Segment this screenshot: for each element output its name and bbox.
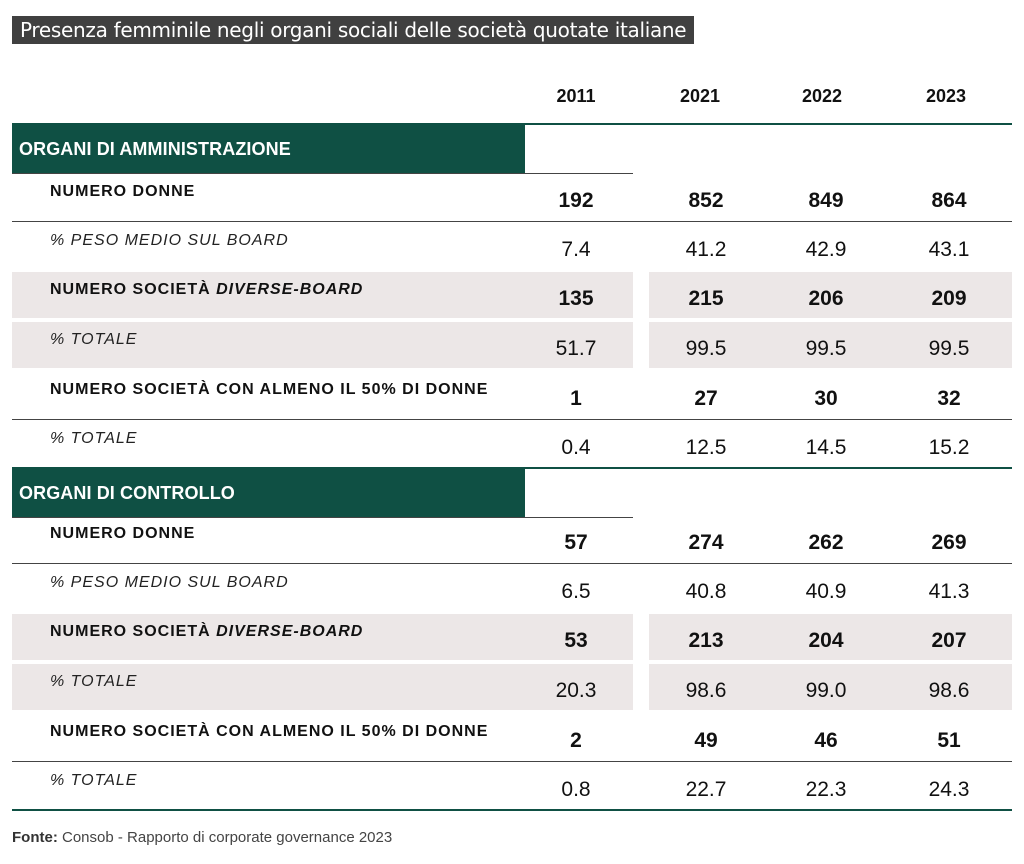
table-row <box>12 222 1012 270</box>
cell-value: 0.8 <box>561 778 591 801</box>
source-note <box>12 829 392 846</box>
cell-value: 32 <box>937 387 961 410</box>
row-label: % TOTALE <box>50 673 138 690</box>
table-bottom-border <box>12 809 1012 811</box>
cell-value: 99.5 <box>685 337 727 360</box>
row-label-emphasis: DIVERSE-BOARD <box>216 623 364 640</box>
cell-value: 213 <box>688 629 724 652</box>
row-label: % PESO MEDIO SUL BOARD <box>50 574 289 591</box>
cell-value: 51 <box>937 729 961 752</box>
cell-value: 14.5 <box>805 436 847 459</box>
section-organi-amministrazione <box>12 123 1012 159</box>
cell-value: 1 <box>570 387 582 410</box>
section-title: ORGANI DI AMMINISTRAZIONE <box>12 125 525 173</box>
table-row <box>12 271 1012 319</box>
cell-value: 27 <box>694 387 718 410</box>
cell-value: 41.3 <box>928 580 970 603</box>
row-label: NUMERO SOCIETÀ CON ALMENO IL 50% DI DONNE <box>50 381 489 398</box>
cell-value: 99.5 <box>805 337 847 360</box>
year-header-2023: 2023 <box>925 86 967 106</box>
cell-value: 53 <box>564 629 588 652</box>
cell-value: 22.3 <box>805 778 847 801</box>
source-label: Fonte: <box>12 829 58 846</box>
cell-value: 98.6 <box>928 679 970 702</box>
table-row <box>12 613 1012 661</box>
cell-value: 20.3 <box>555 679 597 702</box>
table-row <box>12 321 1012 369</box>
cell-value: 192 <box>558 189 594 212</box>
row-label-text: NUMERO SOCIETÀ <box>50 623 217 640</box>
cell-value: 135 <box>558 287 594 310</box>
cell-value: 209 <box>931 287 967 310</box>
cell-value: 262 <box>808 531 844 554</box>
cell-value: 49 <box>694 729 718 752</box>
cell-value: 42.9 <box>805 238 847 261</box>
cell-value: 6.5 <box>561 580 591 603</box>
row-label: % TOTALE <box>50 772 138 789</box>
cell-value: 43.1 <box>928 238 970 261</box>
cell-value: 269 <box>931 531 967 554</box>
year-header-2022: 2022 <box>801 86 843 106</box>
cell-value: 57 <box>564 531 588 554</box>
cell-value: 15.2 <box>928 436 970 459</box>
year-header-2021: 2021 <box>679 86 721 106</box>
row-label: NUMERO DONNE <box>50 183 196 200</box>
row-label-text: NUMERO SOCIETÀ <box>50 281 217 298</box>
cell-value: 207 <box>931 629 967 652</box>
row-label: % TOTALE <box>50 331 138 348</box>
cell-value: 206 <box>808 287 844 310</box>
table-row <box>12 663 1012 711</box>
table-row <box>12 420 1012 468</box>
cell-value: 0.4 <box>561 436 591 459</box>
source-text: Consob - Rapporto di corporate governance 2023 <box>57 829 393 846</box>
table-row <box>12 371 1012 419</box>
cell-value: 99.5 <box>928 337 970 360</box>
cell-value: 30 <box>814 387 838 410</box>
cell-value: 2 <box>570 729 582 752</box>
cell-value: 7.4 <box>561 238 591 261</box>
cell-value: 852 <box>688 189 724 212</box>
cell-value: 46 <box>814 729 838 752</box>
section-organi-controllo <box>12 467 1012 503</box>
table-row <box>12 713 1012 761</box>
cell-value: 51.7 <box>555 337 597 360</box>
cell-value: 215 <box>688 287 724 310</box>
cell-value: 98.6 <box>685 679 727 702</box>
cell-value: 849 <box>808 189 844 212</box>
section-title: ORGANI DI CONTROLLO <box>12 469 525 517</box>
row-label: NUMERO SOCIETÀ CON ALMENO IL 50% DI DONNE <box>50 723 489 740</box>
page-title: Presenza femminile negli organi sociali delle società quotate italiane <box>12 16 694 44</box>
table-row <box>12 173 1012 221</box>
row-label <box>50 623 363 641</box>
cell-value: 99.0 <box>805 679 847 702</box>
year-header-2011: 2011 <box>556 86 596 106</box>
row-label <box>50 281 363 299</box>
row-label: NUMERO DONNE <box>50 525 196 542</box>
cell-value: 40.9 <box>805 580 847 603</box>
table-row <box>12 515 1012 563</box>
cell-value: 204 <box>808 629 844 652</box>
cell-value: 24.3 <box>928 778 970 801</box>
cell-value: 274 <box>688 531 724 554</box>
row-label: % TOTALE <box>50 430 138 447</box>
cell-value: 12.5 <box>685 436 727 459</box>
cell-value: 40.8 <box>685 580 727 603</box>
table-row <box>12 564 1012 612</box>
cell-value: 22.7 <box>685 778 727 801</box>
cell-value: 864 <box>931 189 967 212</box>
table-row <box>12 762 1012 810</box>
row-label: % PESO MEDIO SUL BOARD <box>50 232 289 249</box>
row-label-emphasis: DIVERSE-BOARD <box>216 281 364 298</box>
cell-value: 41.2 <box>685 238 727 261</box>
